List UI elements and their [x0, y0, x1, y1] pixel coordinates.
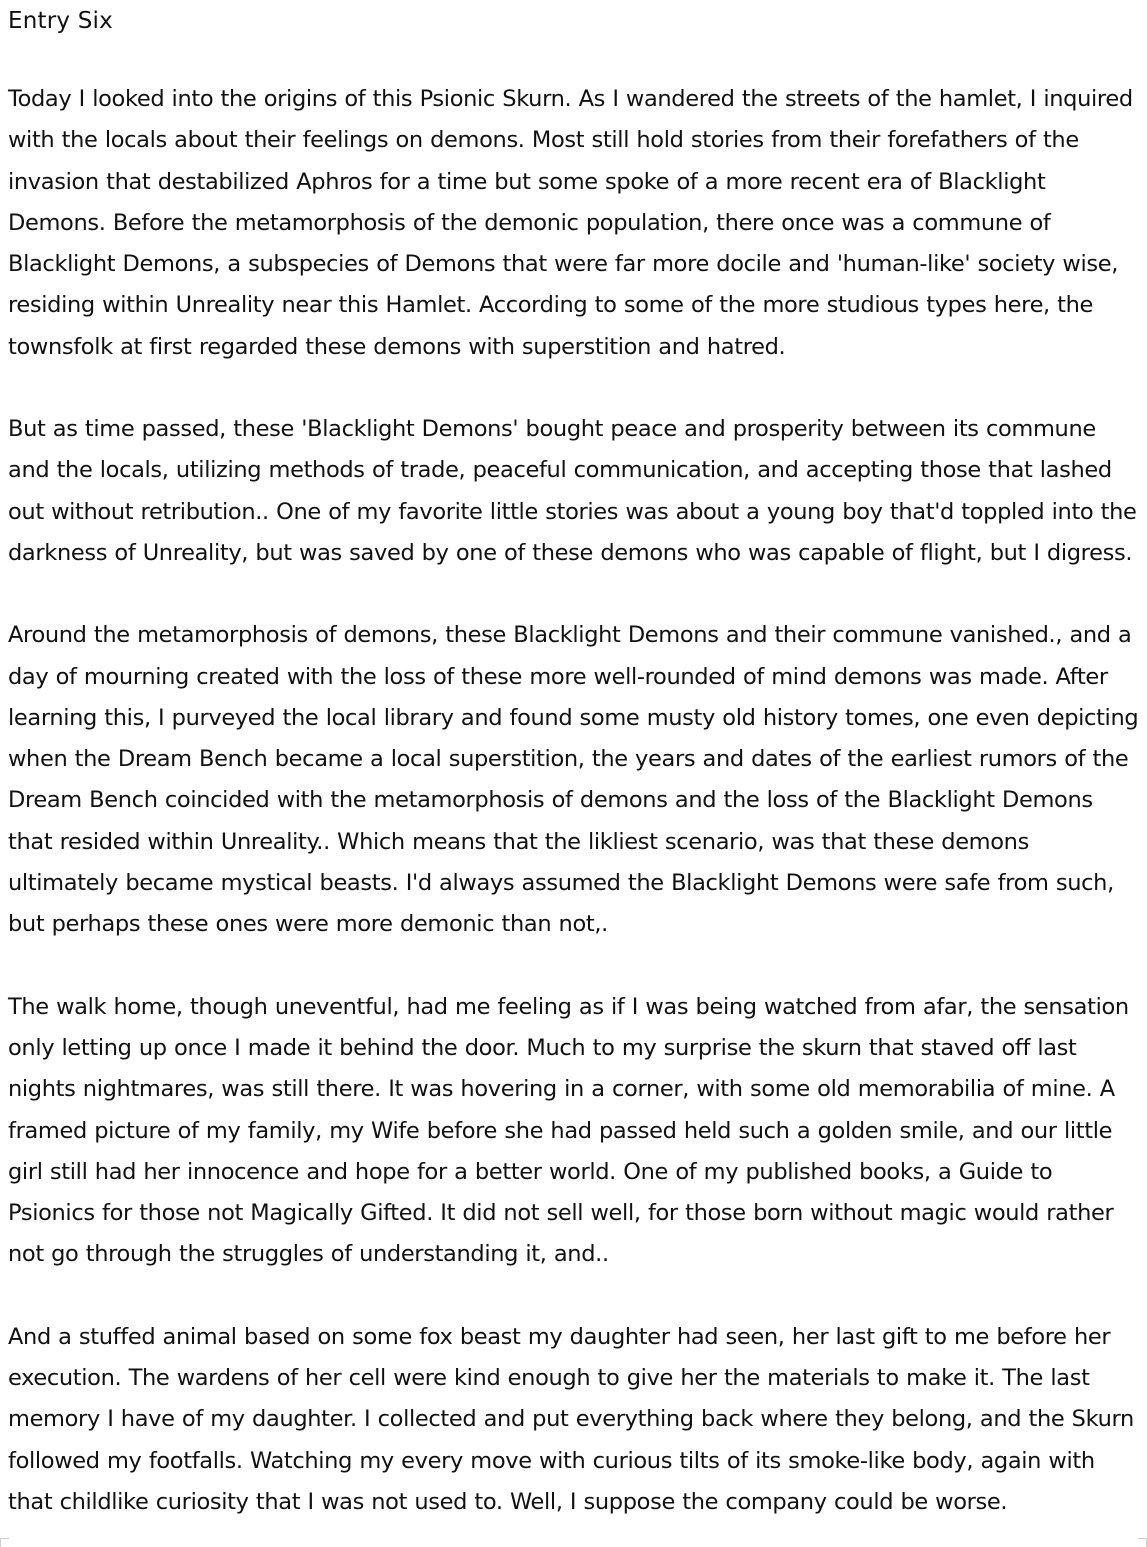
- paragraph-gap: [8, 574, 1140, 615]
- paragraph-4: The walk home, though uneventful, had me feeling as if I was being watched from afar, the sensation only letting up once I made it behind the door. Much to my surprise the skurn that staved off last nights nightmares, was still there. It was hovering in a corner, with some old memorabilia of mine. A framed picture of my family, my Wife before she had passed held such a golden smile, and our little girl still had her innocence and hope for a better world. One of my published books, a Guide to Psionics for those not Magically Gifted. It did not sell well, for those born without magic would rather not go through the struggles of understanding it, and..: [8, 993, 1129, 1268]
- page-corner-mark-left: [0, 1538, 9, 1547]
- journal-page: [8, 0, 1140, 1523]
- paragraph-gap: [8, 1276, 1140, 1317]
- paragraph-3: Around the metamorphosis of demons, these Blacklight Demons and their commune vanished., and a day of mourning created with the loss of these more well-rounded of mind demons was made. After learning this, I purveyed the local library and found some musty old history tomes, one even depicting when the Dream Bench became a local superstition, the years and dates of the earliest rumors of the Dream Bench coincided with the metamorphosis of demons and the loss of the Blacklight Demons that resided within Unreality.. Which means that the likliest scenario, was that these demons ultimately became mystical beasts. I'd always assumed the Blacklight Demons were safe from such, but perhaps these ones were more demonic than not,.: [8, 622, 1139, 938]
- paragraph-5: And a stuffed animal based on some fox beast my daughter had seen, her last gift to me before her execution. The wardens of her cell were kind enough to give her the materials to make it. The last memory I have of my daughter. I collected and put everything back where they belong, and the Skurn followed my footfalls. Watching my every move with curious tilts of its smoke-like body, again with that childlike curiosity that I was not used to. Well, I suppose the company could be worse.: [8, 1323, 1134, 1515]
- paragraph-2: But as time passed, these 'Blacklight Demons' bought peace and prosperity between its commune and the locals, utilizing methods of trade, peaceful communication, and accepting those that lashed out without retribution.. One of my favorite little stories was about a young boy that'd toppled into the darkness of Unreality, but was saved by one of these demons who was capable of flight, but I digress.: [8, 416, 1137, 566]
- page-corner-mark-right: [1138, 1538, 1147, 1547]
- entry-title: Entry Six: [8, 8, 113, 34]
- paragraph-1: Today I looked into the origins of this Psionic Skurn. As I wandered the streets of the hamlet, I inquired with the locals about their feelings on demons. Most still hold stories from their forefathers of the invasion that destabilized Aphros for a time but some spoke of a more recent era of Blacklight Demons. Before the metamorphosis of the demonic population, there once was a commune of Blacklight Demons, a subspecies of Demons that were far more docile and 'human-like' society wise, residing within Unreality near this Hamlet. According to some of the more studious types here, the townsfolk at first regarded these demons with superstition and hatred.: [8, 86, 1133, 360]
- paragraph-gap: [8, 368, 1140, 409]
- paragraph-gap: [8, 946, 1140, 987]
- paragraph-gap: [8, 38, 1140, 79]
